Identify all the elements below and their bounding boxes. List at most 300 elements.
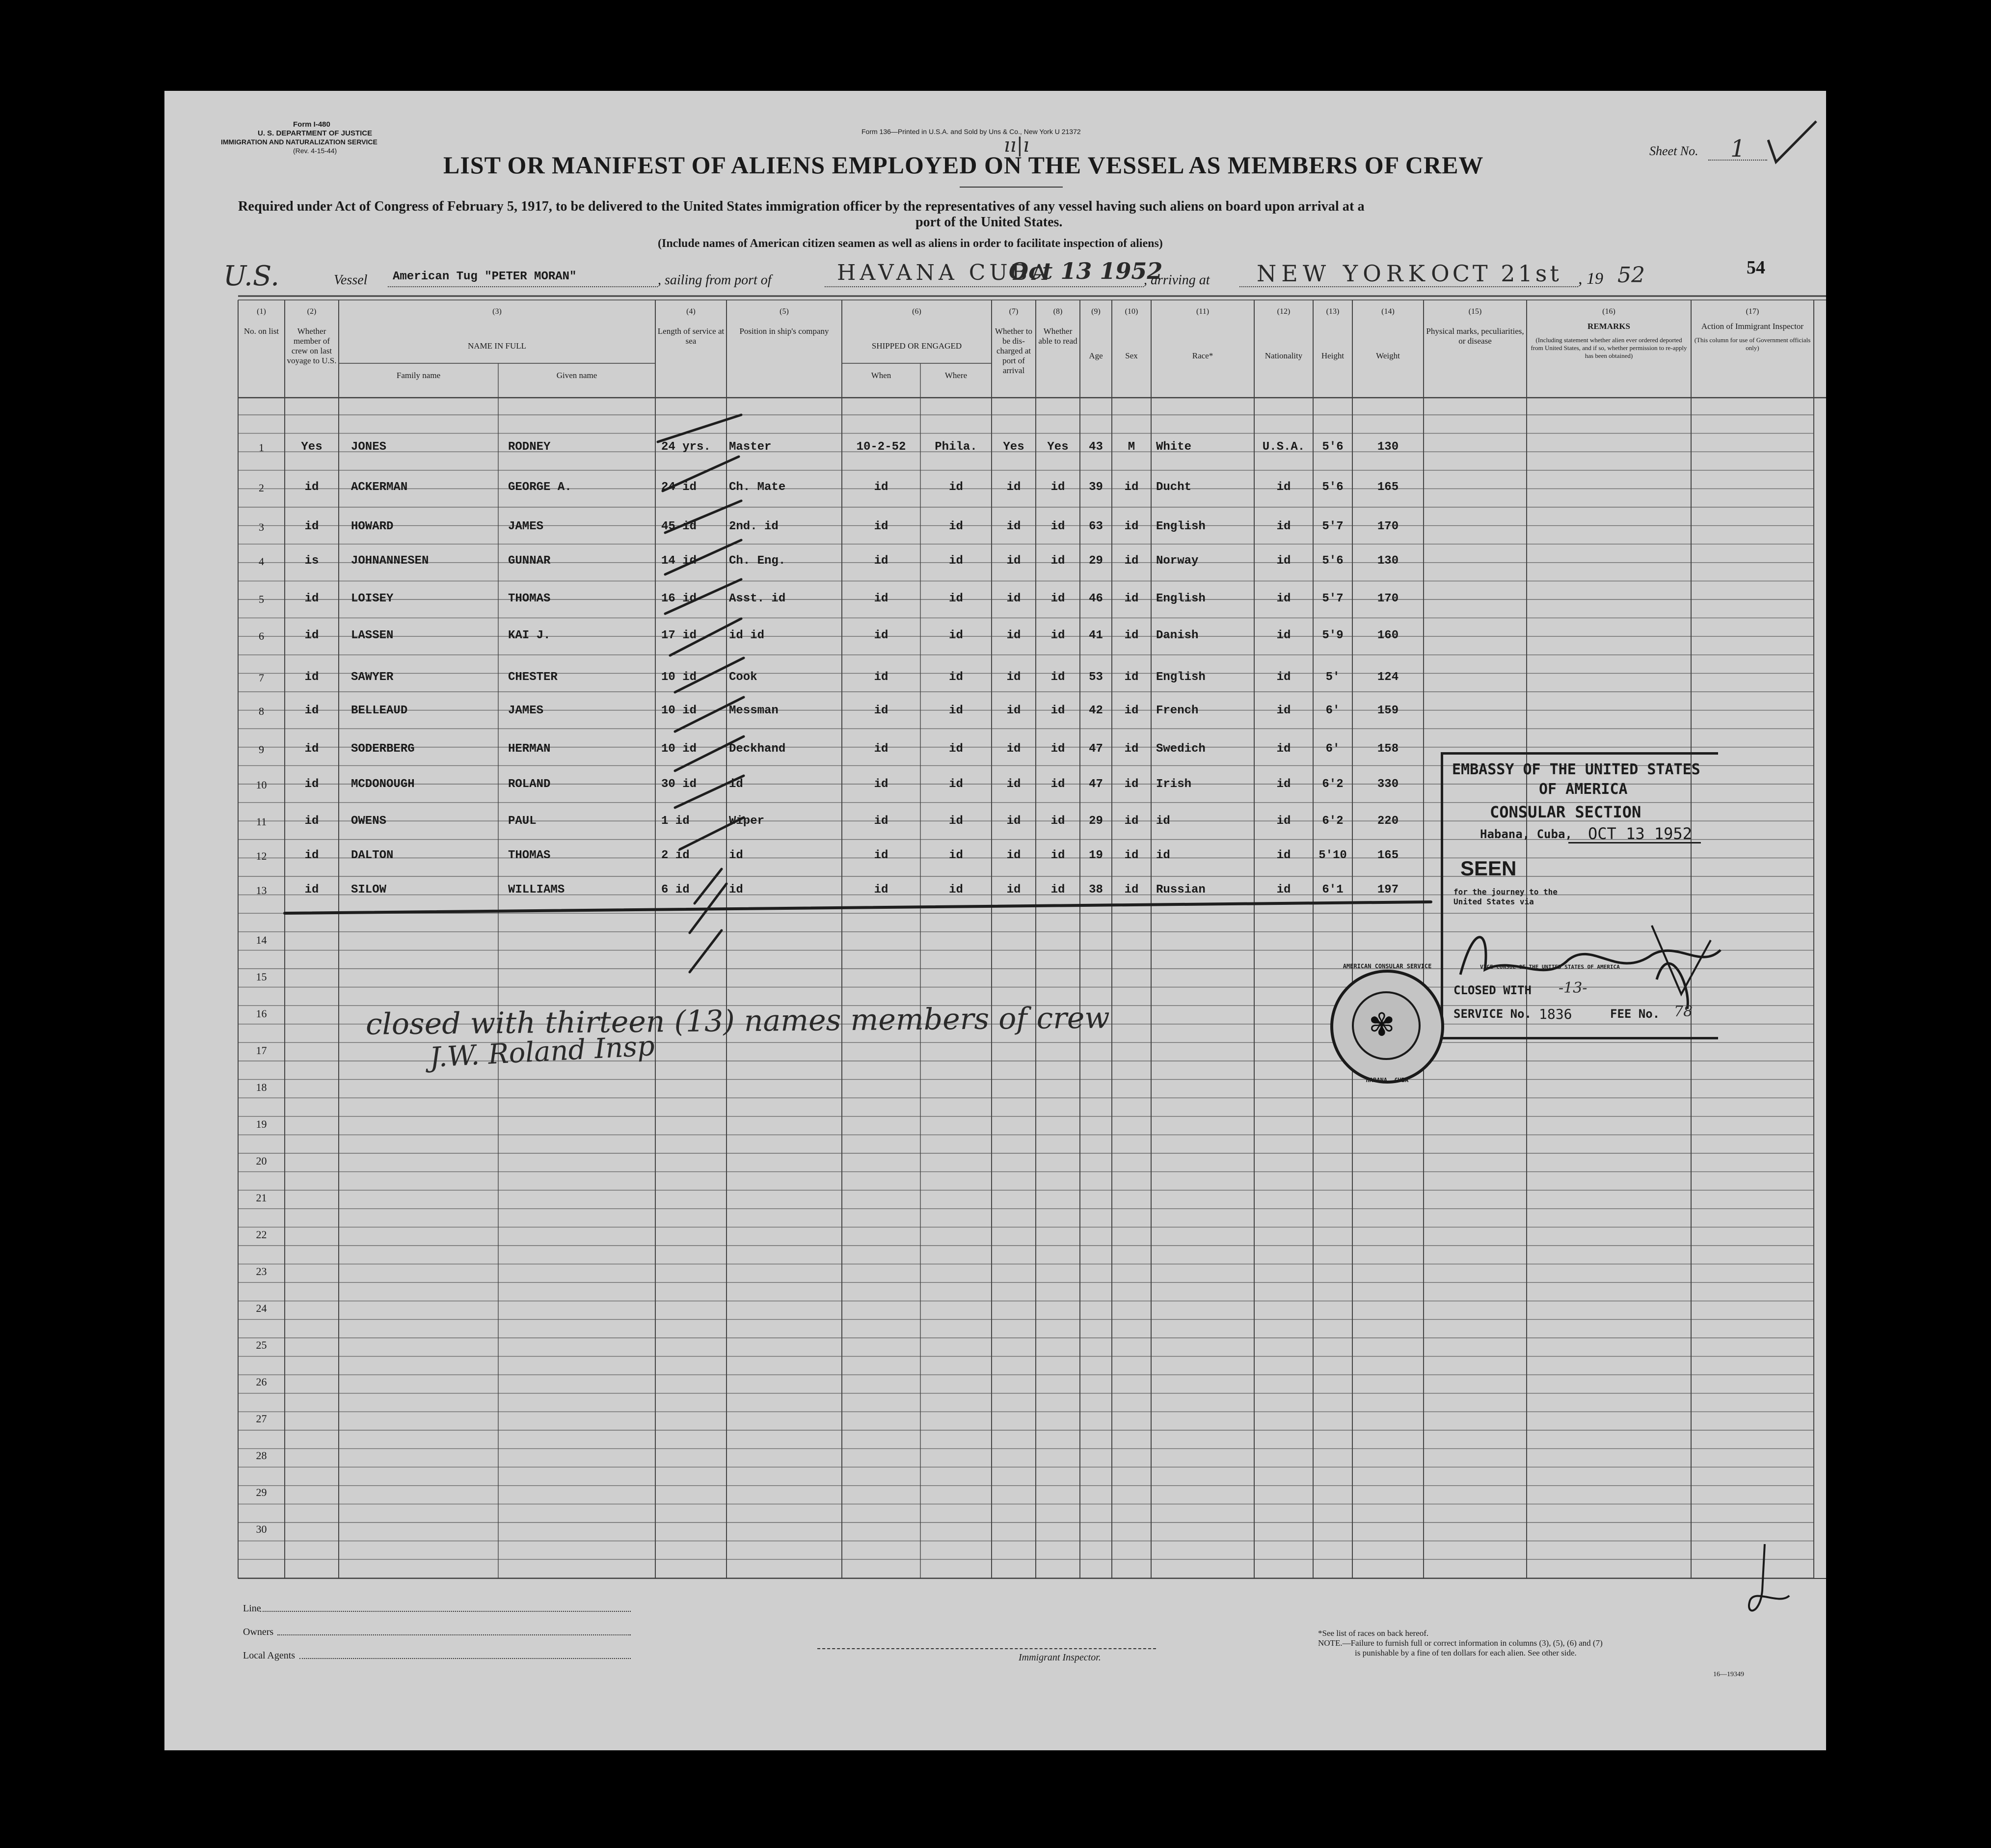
stamp-date-rule <box>1568 842 1701 843</box>
sheet-value: 1 <box>1730 135 1746 163</box>
cell-weight: 170 <box>1377 592 1399 605</box>
column-header-6: SHIPPED OR ENGAGED <box>871 341 962 351</box>
cell-given: RODNEY <box>508 440 551 454</box>
footer-note-line1: NOTE.—Failure to furnish full or correct information in columns (3), (5), (6) and (7) <box>1318 1638 1603 1648</box>
cell-family: SODERBERG <box>351 742 415 756</box>
column-header-10: Sex <box>1125 351 1138 360</box>
line-number: 15 <box>256 971 267 983</box>
seal-ring-top: AMERICAN CONSULAR SERVICE <box>1343 963 1432 970</box>
cell-age: 39 <box>1089 481 1103 494</box>
line-number: 18 <box>256 1081 267 1093</box>
cell-given: KAI J. <box>508 629 551 642</box>
cell-race: Swedich <box>1156 742 1206 756</box>
stamp-consul-title: VICE CONSUL OF THE UNITED STATES OF AMERICA <box>1480 964 1620 970</box>
cell-read: id <box>1050 849 1065 862</box>
column-header-12: Nationality <box>1265 351 1303 360</box>
cell-age: 19 <box>1089 849 1103 862</box>
cell-family: LOISEY <box>351 592 394 605</box>
sheet-label: Sheet No. <box>1649 144 1698 158</box>
cell-sex: id <box>1124 481 1139 494</box>
cell-weight: 170 <box>1377 520 1399 533</box>
cell-last: is <box>304 554 319 568</box>
cell-nat: id <box>1276 629 1291 642</box>
cell-height: 5'6 <box>1322 554 1344 568</box>
cell-given: GEORGE A. <box>508 481 572 494</box>
cell-nat: id <box>1276 481 1291 494</box>
cell-disch: id <box>1006 704 1021 717</box>
cell-no: 6 <box>259 630 264 642</box>
cell-nat: id <box>1276 883 1291 897</box>
cell-when: id <box>874 592 888 605</box>
consular-seal <box>1330 963 1444 1084</box>
column-number-7: (7) <box>1009 307 1019 316</box>
column-subheader-6-a: When <box>871 371 891 380</box>
cell-position: Master <box>729 440 772 454</box>
line-number: 21 <box>256 1192 267 1204</box>
stamp-closed-label: CLOSED WITH <box>1453 983 1532 997</box>
cell-family: LASSEN <box>351 629 394 642</box>
cell-disch: id <box>1006 815 1021 828</box>
cell-read: id <box>1050 629 1065 642</box>
cell-disch: id <box>1006 592 1021 605</box>
cell-height: 5'9 <box>1322 629 1344 642</box>
cell-where: id <box>949 883 963 897</box>
cell-age: 42 <box>1089 704 1103 717</box>
column-number-1: (1) <box>257 307 266 316</box>
stamp-service-label: SERVICE No. <box>1453 1007 1532 1021</box>
cell-sex: id <box>1124 704 1139 717</box>
cell-family: OWENS <box>351 815 387 828</box>
cell-race: French <box>1156 704 1199 717</box>
column-header-13: Height <box>1321 351 1345 360</box>
cell-last: Yes <box>301 440 323 454</box>
cell-where: id <box>949 520 963 533</box>
cell-disch: id <box>1006 671 1021 684</box>
footer-owners-rule <box>277 1634 631 1635</box>
cell-family: SILOW <box>351 883 387 897</box>
cell-service: 16 id <box>661 592 697 605</box>
cell-no: 5 <box>259 593 264 605</box>
column-number-14: (14) <box>1381 307 1395 316</box>
arriving-port: NEW YORK <box>1257 260 1430 287</box>
cell-nat: id <box>1276 815 1291 828</box>
column-header-7: Whether to be dis-charged at port of arrival <box>995 326 1032 375</box>
cell-read: id <box>1050 520 1065 533</box>
cell-disch: id <box>1006 520 1021 533</box>
column-header-5: Position in ship's company <box>739 326 829 336</box>
cell-nat: id <box>1276 704 1291 717</box>
form-number: Form I-480 <box>293 120 330 129</box>
cell-family: HOWARD <box>351 520 394 533</box>
cell-no: 7 <box>259 672 264 684</box>
cell-weight: 124 <box>1377 671 1399 684</box>
cell-race: Norway <box>1156 554 1199 568</box>
cell-service: 10 id <box>661 671 697 684</box>
cell-age: 46 <box>1089 592 1103 605</box>
cell-last: id <box>304 592 319 605</box>
cell-race: Irish <box>1156 778 1192 791</box>
column-note-16: (Including statement whether alien ever ordered deported from United States, and if so, whether permission to re-apply has been obtained) <box>1531 336 1687 359</box>
line-number: 25 <box>256 1339 267 1351</box>
stamp-fee-value: 78 <box>1674 1003 1693 1020</box>
cell-where: id <box>949 742 963 756</box>
cell-sex: id <box>1124 554 1139 568</box>
cell-sex: id <box>1124 592 1139 605</box>
cell-given: ROLAND <box>508 778 551 791</box>
cell-family: ACKERMAN <box>351 481 408 494</box>
cell-position: id <box>729 849 743 862</box>
cell-nat: id <box>1276 849 1291 862</box>
cell-no: 3 <box>259 521 264 533</box>
form-revision: (Rev. 4-15-44) <box>293 147 337 155</box>
cell-when: id <box>874 481 888 494</box>
column-subheader-3-a: Family name <box>396 371 441 380</box>
cell-disch: id <box>1006 554 1021 568</box>
line-number: 23 <box>256 1265 267 1277</box>
cell-last: id <box>304 704 319 717</box>
cell-read: id <box>1050 481 1065 494</box>
cell-height: 5'7 <box>1322 592 1344 605</box>
cell-nat: id <box>1276 520 1291 533</box>
line-number: 26 <box>256 1376 267 1388</box>
arriving-date: OCT 21st <box>1431 260 1562 287</box>
cell-when: id <box>874 778 888 791</box>
cell-no: 13 <box>256 884 267 897</box>
cell-when: id <box>874 671 888 684</box>
cell-weight: 197 <box>1377 883 1399 897</box>
line-number: 27 <box>256 1413 267 1425</box>
top-hand-mark: ıı|ı <box>1004 134 1029 157</box>
cell-nat: U.S.A. <box>1262 440 1305 454</box>
cell-position: Ch. Eng. <box>729 554 786 568</box>
column-header-15: Physical marks, peculiarities, or disease <box>1426 326 1524 346</box>
corner-hand-mark <box>1735 1542 1794 1620</box>
cell-given: THOMAS <box>508 849 551 862</box>
title-rule <box>960 187 1063 188</box>
vessel-label: Vessel <box>334 272 368 288</box>
cell-service: 45 id <box>661 520 697 533</box>
cell-disch: id <box>1006 742 1021 756</box>
cell-service: 10 id <box>661 742 697 756</box>
cell-read: Yes <box>1047 440 1069 454</box>
cell-race: id <box>1156 849 1170 862</box>
cell-where: Phila. <box>935 440 977 454</box>
cell-when: id <box>874 554 888 568</box>
cell-service: 24 yrs. <box>661 440 711 454</box>
footer-note-line2: is punishable by a fine of ten dollars for each alien. See other side. <box>1355 1648 1577 1658</box>
column-header-9: Age <box>1089 351 1103 360</box>
arriving-label: , arriving at <box>1144 272 1210 288</box>
cell-sex: id <box>1124 883 1139 897</box>
column-number-3: (3) <box>492 307 502 316</box>
cell-last: id <box>304 849 319 862</box>
cell-height: 6'1 <box>1322 883 1344 897</box>
inspector-signature: J.W. Roland Insp <box>429 1030 656 1074</box>
cell-last: id <box>304 629 319 642</box>
footer-inspector-label: Immigrant Inspector. <box>1019 1652 1101 1663</box>
form-printer: Form 136—Printed in U.S.A. and Sold by Uns & Co., New York U 21372 <box>861 128 1081 136</box>
footer-race-note: *See list of races on back hereof. <box>1318 1629 1429 1638</box>
cell-age: 29 <box>1089 815 1103 828</box>
cell-family: DALTON <box>351 849 394 862</box>
cell-sex: M <box>1128 440 1135 454</box>
cell-where: id <box>949 815 963 828</box>
cell-given: CHESTER <box>508 671 558 684</box>
cell-height: 6' <box>1325 742 1340 756</box>
cell-where: id <box>949 592 963 605</box>
sailing-label: , sailing from port of <box>658 272 772 288</box>
cell-no: 9 <box>259 743 264 756</box>
cell-where: id <box>949 849 963 862</box>
arrival-underline <box>1239 286 1578 287</box>
line-number: 29 <box>256 1486 267 1498</box>
cell-height: 5'7 <box>1322 520 1344 533</box>
column-number-4: (4) <box>686 307 696 316</box>
cell-no: 10 <box>256 779 267 791</box>
cell-race: Russian <box>1156 883 1206 897</box>
manifest-subtitle-line1: Required under Act of Congress of February 5, 1917, to be delivered to the United States immigration officer by the representatives of any vessel having such aliens on board upon arrival at a <box>238 199 1365 214</box>
cell-when: id <box>874 742 888 756</box>
cell-read: id <box>1050 883 1065 897</box>
cell-race: English <box>1156 592 1206 605</box>
cell-nat: id <box>1276 671 1291 684</box>
column-number-17: (17) <box>1746 307 1759 316</box>
cell-weight: 158 <box>1377 742 1399 756</box>
cell-family: JONES <box>351 440 387 454</box>
column-number-9: (9) <box>1091 307 1101 316</box>
sailing-date: Oct 13 1952 <box>1009 258 1163 284</box>
cell-age: 63 <box>1089 520 1103 533</box>
cell-family: MCDONOUGH <box>351 778 415 791</box>
year-prefix: , 19 <box>1578 270 1603 288</box>
port-underline <box>825 286 1144 287</box>
stamp-seen: SEEN <box>1460 857 1517 880</box>
cell-sex: id <box>1124 849 1139 862</box>
footer-agents-rule <box>299 1658 631 1659</box>
cell-given: PAUL <box>508 815 537 828</box>
eagle-icon: ✾ <box>1369 1007 1395 1042</box>
cell-age: 41 <box>1089 629 1103 642</box>
cell-race: Ducht <box>1156 481 1192 494</box>
cell-sex: id <box>1124 671 1139 684</box>
column-header-3: NAME IN FULL <box>468 341 526 351</box>
page-number: 54 <box>1747 257 1765 278</box>
vessel-underline <box>388 286 658 287</box>
year-value: 52 <box>1617 263 1645 288</box>
cell-when: 10-2-52 <box>856 440 906 454</box>
form-department: U. S. DEPARTMENT OF JUSTICE <box>258 129 373 137</box>
include-note: (Include names of American citizen seamen as well as aliens in order to facilitate inspection of aliens) <box>658 237 1163 250</box>
cell-when: id <box>874 704 888 717</box>
stamp-closed-value: -13- <box>1559 979 1587 997</box>
cell-race: English <box>1156 520 1206 533</box>
column-number-16: (16) <box>1602 307 1615 316</box>
cell-weight: 159 <box>1377 704 1399 717</box>
cell-sex: id <box>1124 815 1139 828</box>
cell-age: 29 <box>1089 554 1103 568</box>
cell-family: JOHNANNESEN <box>351 554 429 568</box>
line-number: 28 <box>256 1449 267 1462</box>
cell-weight: 220 <box>1377 815 1399 828</box>
line-number: 20 <box>256 1155 267 1167</box>
line-number: 14 <box>256 934 267 946</box>
cell-position: 2nd. id <box>729 520 779 533</box>
cell-disch: id <box>1006 849 1021 862</box>
inspector-signature-rule <box>817 1648 1156 1649</box>
cell-height: 5'6 <box>1322 440 1344 454</box>
cell-when: id <box>874 849 888 862</box>
cell-last: id <box>304 815 319 828</box>
line-number: 16 <box>256 1007 267 1020</box>
column-number-2: (2) <box>307 307 317 316</box>
cell-where: id <box>949 481 963 494</box>
cell-service: 24 id <box>661 481 697 494</box>
cell-read: id <box>1050 815 1065 828</box>
stamp-line1: EMBASSY OF THE UNITED STATES <box>1452 761 1700 778</box>
sailing-port: HAVANA CUBA <box>837 260 1051 285</box>
cell-read: id <box>1050 671 1065 684</box>
cell-sex: id <box>1124 520 1139 533</box>
cell-no: 1 <box>259 441 264 454</box>
cell-when: id <box>874 629 888 642</box>
cell-sex: id <box>1124 629 1139 642</box>
column-number-5: (5) <box>780 307 789 316</box>
cell-nat: id <box>1276 592 1291 605</box>
cell-read: id <box>1050 592 1065 605</box>
corner-check-mark <box>1767 120 1821 164</box>
cell-position: Ch. Mate <box>729 481 786 494</box>
cell-service: 30 id <box>661 778 697 791</box>
column-number-15: (15) <box>1468 307 1482 316</box>
cell-weight: 165 <box>1377 849 1399 862</box>
cell-position: id <box>729 778 743 791</box>
cell-disch: id <box>1006 883 1021 897</box>
manifest-title: LIST OR MANIFEST OF ALIENS EMPLOYED ON THE VESSEL AS MEMBERS OF CREW <box>443 151 1484 179</box>
cell-last: id <box>304 671 319 684</box>
cell-last: id <box>304 520 319 533</box>
closing-note: closed with thirteen (13) names members of crew <box>365 1001 1110 1042</box>
cell-read: id <box>1050 742 1065 756</box>
cell-disch: id <box>1006 629 1021 642</box>
stamp-date: OCT 13 1952 <box>1588 824 1692 843</box>
cell-service: 6 id <box>661 883 690 897</box>
line-number: 30 <box>256 1523 267 1535</box>
line-number: 22 <box>256 1228 267 1241</box>
manifest-sheet <box>164 91 1826 1750</box>
cell-position: id <box>729 883 743 897</box>
column-header-2: Whether member of crew on last voyage to U.S. <box>287 326 337 365</box>
cell-read: id <box>1050 704 1065 717</box>
cell-height: 6'2 <box>1322 778 1344 791</box>
footer-line-label: Line <box>243 1603 261 1614</box>
cell-weight: 130 <box>1377 554 1399 568</box>
column-subheader-3-b: Given name <box>556 371 597 380</box>
column-number-6: (6) <box>912 307 921 316</box>
cell-read: id <box>1050 778 1065 791</box>
cell-weight: 160 <box>1377 629 1399 642</box>
cell-where: id <box>949 629 963 642</box>
column-number-12: (12) <box>1277 307 1291 316</box>
column-header-4: Length of service at sea <box>657 326 725 346</box>
cell-where: id <box>949 778 963 791</box>
footer-agents-label: Local Agents <box>243 1650 296 1661</box>
cell-given: GUNNAR <box>508 554 551 568</box>
cell-given: HERMAN <box>508 742 551 756</box>
column-subheader-6-b: Where <box>944 371 968 380</box>
stamp-service-value: 1836 <box>1539 1006 1572 1022</box>
vessel-value: American Tug "PETER MORAN" <box>393 270 577 283</box>
column-number-8: (8) <box>1053 307 1063 316</box>
cell-age: 38 <box>1089 883 1103 897</box>
cell-read: id <box>1050 554 1065 568</box>
seal-ring-bottom: HABANA, CUBA <box>1366 1077 1409 1084</box>
cell-disch: id <box>1006 778 1021 791</box>
cell-nat: id <box>1276 742 1291 756</box>
cell-position: Messman <box>729 704 779 717</box>
stamp-journey2: United States via <box>1453 897 1534 906</box>
cell-no: 11 <box>256 815 267 828</box>
cell-disch: Yes <box>1003 440 1024 454</box>
column-note-17: (This column for use of Government officials only) <box>1694 336 1811 352</box>
column-header-14: Weight <box>1376 351 1400 360</box>
cell-where: id <box>949 704 963 717</box>
cell-last: id <box>304 778 319 791</box>
cell-position: Cook <box>729 671 757 684</box>
form-service: IMMIGRATION AND NATURALIZATION SERVICE <box>221 138 377 146</box>
cell-given: JAMES <box>508 520 544 533</box>
stamp-place: Habana, Cuba, <box>1480 827 1572 841</box>
footer-form-code: 16—19349 <box>1713 1671 1744 1678</box>
cell-race: id <box>1156 815 1170 828</box>
stamp-line2: OF AMERICA <box>1539 781 1628 798</box>
column-number-10: (10) <box>1125 307 1138 316</box>
line-number: 17 <box>256 1044 267 1057</box>
column-header-1: No. on list <box>243 326 279 336</box>
stamp-fee-label: FEE No. <box>1610 1007 1660 1021</box>
cell-sex: id <box>1124 778 1139 791</box>
cell-given: THOMAS <box>508 592 551 605</box>
manifest-subtitle-line2: port of the United States. <box>915 215 1063 230</box>
cell-where: id <box>949 671 963 684</box>
column-number-13: (13) <box>1326 307 1340 316</box>
cell-disch: id <box>1006 481 1021 494</box>
cell-height: 5'10 <box>1318 849 1347 862</box>
cell-race: English <box>1156 671 1206 684</box>
cell-age: 43 <box>1089 440 1103 454</box>
column-number-11: (11) <box>1196 307 1210 316</box>
cell-nat: id <box>1276 778 1291 791</box>
cell-no: 8 <box>259 705 264 717</box>
column-header-11: Race* <box>1192 351 1213 360</box>
cell-no: 2 <box>259 482 264 494</box>
cell-family: SAWYER <box>351 671 394 684</box>
cell-position: Wiper <box>729 815 765 828</box>
cell-family: BELLEAUD <box>351 704 408 717</box>
cell-age: 47 <box>1089 742 1103 756</box>
footer-line-rule <box>260 1611 631 1612</box>
cell-height: 6' <box>1325 704 1340 717</box>
cell-weight: 130 <box>1377 440 1399 454</box>
cell-age: 53 <box>1089 671 1103 684</box>
cell-race: White <box>1156 440 1192 454</box>
cell-height: 6'2 <box>1322 815 1344 828</box>
cell-last: id <box>304 481 319 494</box>
cell-sex: id <box>1124 742 1139 756</box>
cell-weight: 330 <box>1377 778 1399 791</box>
stamp-line3: CONSULAR SECTION <box>1490 803 1641 821</box>
cell-height: 5' <box>1325 671 1340 684</box>
footer-owners-label: Owners <box>243 1627 274 1637</box>
